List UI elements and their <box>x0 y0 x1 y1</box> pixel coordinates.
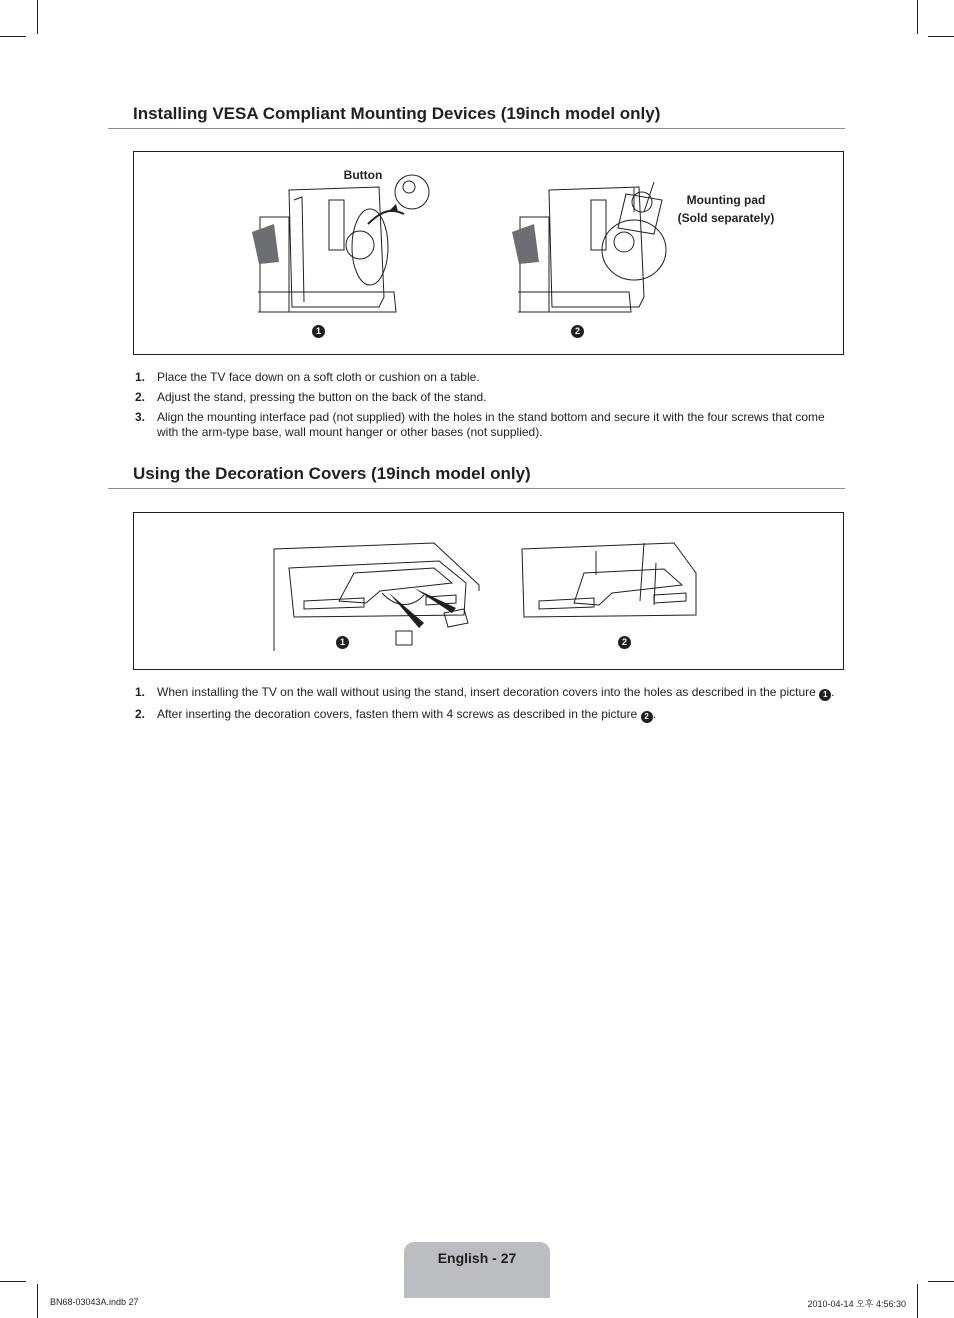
decoration-steps-list <box>133 685 845 728</box>
vesa-illustration <box>134 152 845 356</box>
figure-marker-2: 2 <box>571 325 584 338</box>
section-title-text: Using the Decoration Covers (19inch model only) <box>133 464 531 483</box>
figure-marker-2: 2 <box>618 636 631 649</box>
picture-ref-1: 1 <box>819 689 831 701</box>
list-item: 1. When installing the TV on the wall without using the stand, insert decoration covers into the holes as described in the picture 1 . <box>135 685 835 699</box>
picture-ref-2: 2 <box>641 711 653 723</box>
vesa-figure <box>133 151 844 355</box>
crop-mark <box>928 36 954 37</box>
section-title-decoration <box>108 464 845 489</box>
mounting-pad-callout-line1: Mounting pad <box>686 193 766 207</box>
figure-marker-1: 1 <box>336 636 349 649</box>
slug-left: BN68-03043A.indb 27 <box>50 1297 139 1307</box>
crop-mark <box>928 1281 954 1282</box>
crop-mark <box>917 0 918 34</box>
section-title-vesa <box>108 104 845 129</box>
crop-mark <box>37 0 38 34</box>
decoration-figure <box>133 512 844 670</box>
page-label: English - 27 <box>437 1250 517 1266</box>
mounting-pad-callout-line2: (Sold separately) <box>677 211 775 225</box>
vesa-steps-list <box>133 370 845 445</box>
list-item: 2. Adjust the stand, pressing the button on the back of the stand. <box>135 390 487 404</box>
crop-mark <box>0 1281 26 1282</box>
slug-right: 2010-04-14 오후 4:56:30 <box>807 1299 906 1309</box>
list-item: 3. Align the mounting interface pad (not supplied) with the holes in the stand bottom and secure it with the four screws that come with the arm-type base, wall mount hanger or other bases (not supplied). <box>135 410 825 439</box>
crop-mark <box>917 1284 918 1318</box>
list-item: 1. Place the TV face down on a soft cloth or cushion on a table. <box>135 370 480 384</box>
button-callout: Button <box>343 168 383 182</box>
list-item: 2. After inserting the decoration covers, fasten them with 4 screws as described in the picture 2 . <box>135 707 656 721</box>
page-number-tab <box>404 1242 550 1298</box>
mounting-pad-callout <box>666 191 786 227</box>
crop-mark <box>0 36 26 37</box>
section-title-text: Installing VESA Compliant Mounting Devices (19inch model only) <box>133 104 661 123</box>
crop-mark <box>37 1284 38 1318</box>
figure-marker-1: 1 <box>312 325 325 338</box>
decoration-illustration <box>134 513 845 671</box>
